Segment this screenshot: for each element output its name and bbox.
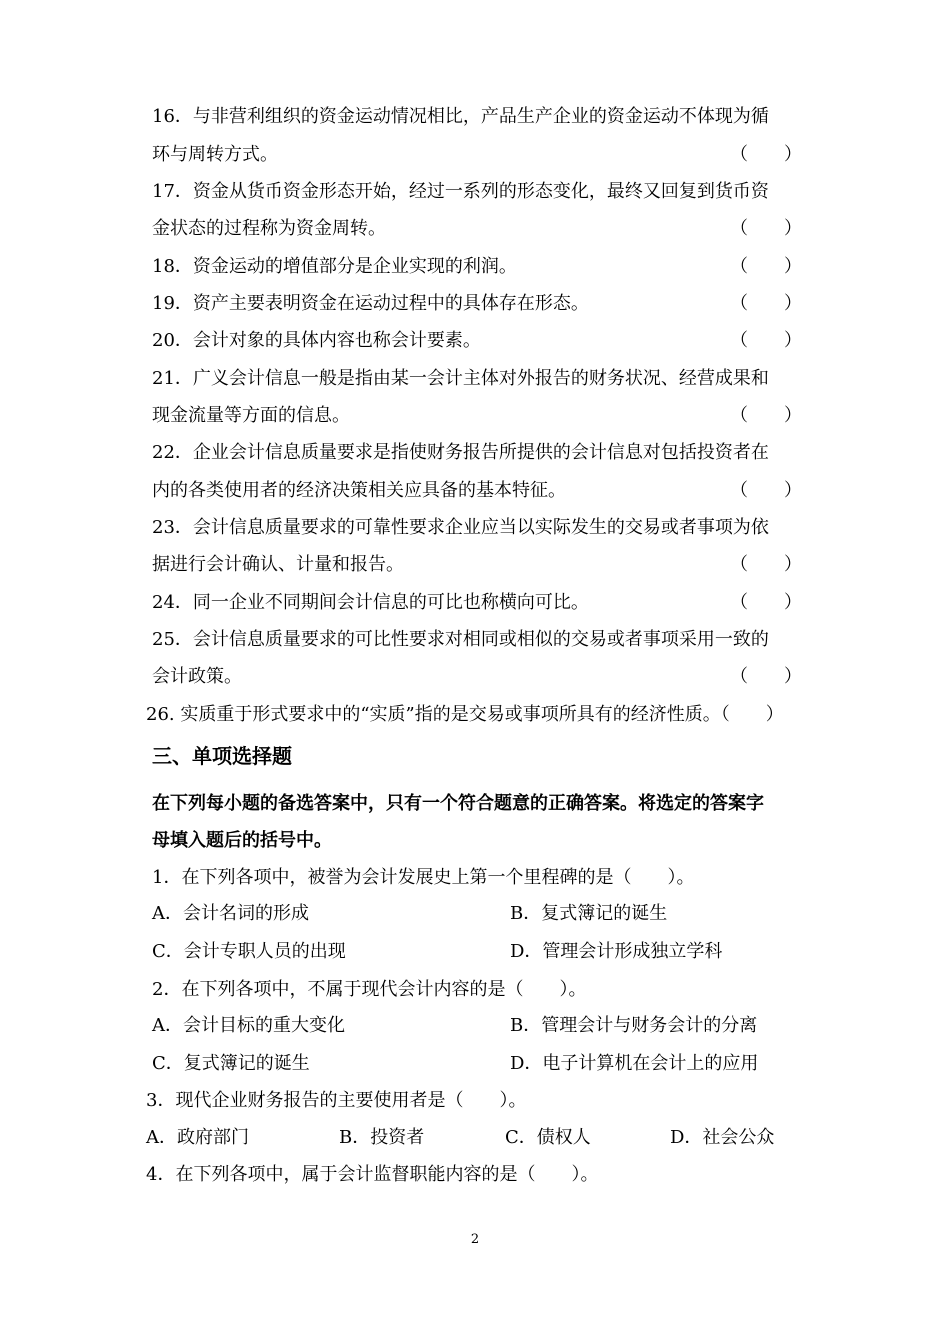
judgment-22-line2 (152, 476, 802, 506)
judgment-16-line2 (152, 140, 802, 170)
judgment-19 (152, 289, 802, 319)
question-4-stem: 4．在下列各项中，属于会计监督职能内容的是（ ）。 (146, 1164, 599, 1185)
question-1-option-a[interactable]: A．会计名词的形成 (152, 903, 309, 924)
question-2-option-d[interactable]: D．电子计算机在会计上的应用 (510, 1053, 759, 1074)
judgment-21-line2 (152, 401, 802, 431)
question-1-option-c[interactable]: C．会计专职人员的出现 (152, 941, 346, 962)
judgment-17-line1: 17．资金从货币资金形态开始，经过一系列的形态变化，最终又回复到货币资 (152, 181, 769, 202)
answer-paren[interactable]: （ ） (730, 592, 802, 613)
answer-paren[interactable]: （ ） (730, 405, 802, 426)
question-3-option-b[interactable]: B．投资者 (339, 1127, 425, 1148)
question-1-option-b[interactable]: B．复式簿记的诞生 (510, 903, 668, 924)
section-instruction-line2: 母填入题后的括号中。 (152, 830, 332, 851)
judgment-26: 26. 实质重于形式要求中的“实质”指的是交易或事项所具有的经济性质。（ ） (146, 704, 784, 725)
judgment-22-line1: 22．企业会计信息质量要求是指使财务报告所提供的会计信息对包括投资者在 (152, 442, 769, 463)
judgment-21-line1: 21．广义会计信息一般是指由某一会计主体对外报告的财务状况、经营成果和 (152, 368, 769, 389)
answer-paren[interactable]: （ ） (730, 480, 802, 501)
answer-paren[interactable]: （ ） (730, 666, 802, 687)
judgment-23-text: 据进行会计确认、计量和报告。 (152, 554, 404, 575)
question-3-option-a[interactable]: A．政府部门 (146, 1127, 249, 1148)
judgment-21-text: 现金流量等方面的信息。 (152, 405, 350, 426)
judgment-24-text: 24．同一企业不同期间会计信息的可比也称横向可比。 (152, 592, 589, 613)
answer-paren[interactable]: （ ） (730, 293, 802, 314)
question-3-stem: 3．现代企业财务报告的主要使用者是（ ）。 (146, 1090, 527, 1111)
judgment-25-line2 (152, 662, 802, 692)
question-3-option-c[interactable]: C．债权人 (505, 1127, 591, 1148)
question-3-option-d[interactable]: D．社会公众 (670, 1127, 775, 1148)
judgment-20-text: 20．会计对象的具体内容也称会计要素。 (152, 330, 481, 351)
question-2-option-b[interactable]: B．管理会计与财务会计的分离 (510, 1015, 758, 1036)
question-2-stem: 2．在下列各项中，不属于现代会计内容的是（ ）。 (152, 979, 587, 1000)
question-1-option-d[interactable]: D．管理会计形成独立学科 (510, 941, 723, 962)
answer-paren[interactable]: （ ） (730, 218, 802, 239)
judgment-18 (152, 252, 802, 282)
answer-paren[interactable]: （ ） (730, 554, 802, 575)
section-instruction-line1: 在下列每小题的备选答案中，只有一个符合题意的正确答案。将选定的答案字 (152, 793, 764, 814)
judgment-23-line1: 23．会计信息质量要求的可靠性要求企业应当以实际发生的交易或者事项为依 (152, 517, 769, 538)
section-heading: 三、单项选择题 (152, 744, 292, 768)
answer-paren[interactable]: （ ） (730, 144, 802, 165)
judgment-16-line1: 16．与非营利组织的资金运动情况相比，产品生产企业的资金运动不体现为循 (152, 106, 769, 127)
answer-paren[interactable]: （ ） (730, 330, 802, 351)
judgment-19-text: 19．资产主要表明资金在运动过程中的具体存在形态。 (152, 293, 589, 314)
question-2-option-a[interactable]: A．会计目标的重大变化 (152, 1015, 345, 1036)
judgment-25-line1: 25．会计信息质量要求的可比性要求对相同或相似的交易或者事项采用一致的 (152, 629, 769, 650)
judgment-18-text: 18．资金运动的增值部分是企业实现的利润。 (152, 256, 517, 277)
judgment-23-line2 (152, 550, 802, 580)
judgment-24 (152, 588, 802, 618)
judgment-17-line2 (152, 214, 802, 244)
page-number: 2 (470, 1232, 480, 1247)
question-2-option-c[interactable]: C．复式簿记的诞生 (152, 1053, 310, 1074)
judgment-16-text: 环与周转方式。 (152, 144, 278, 165)
judgment-25-text: 会计政策。 (152, 666, 242, 687)
answer-paren[interactable]: （ ） (730, 256, 802, 277)
judgment-17-text: 金状态的过程称为资金周转。 (152, 218, 386, 239)
judgment-20 (152, 326, 802, 356)
judgment-22-text: 内的各类使用者的经济决策相关应具备的基本特征。 (152, 480, 566, 501)
question-1-stem: 1．在下列各项中，被誉为会计发展史上第一个里程碑的是（ ）。 (152, 867, 695, 888)
